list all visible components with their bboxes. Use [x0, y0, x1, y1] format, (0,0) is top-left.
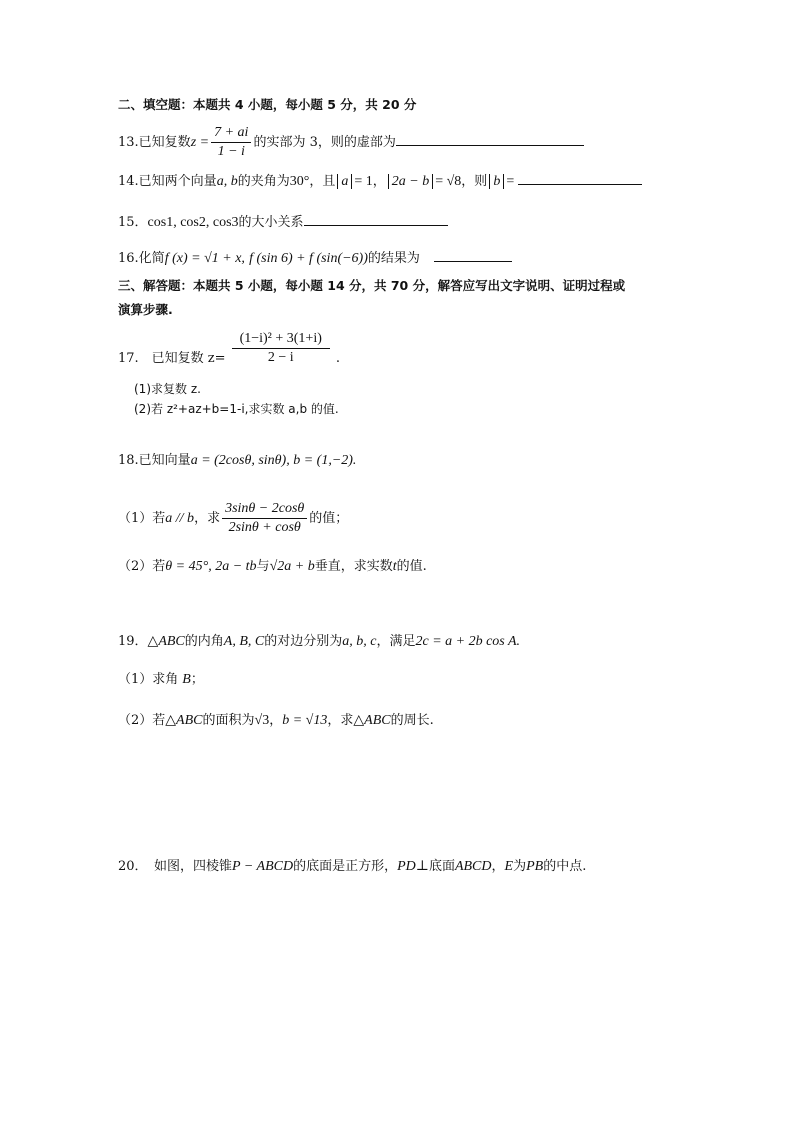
section-3-heading-line2: 演算步骤.	[118, 302, 173, 317]
q17-end: .	[335, 351, 341, 366]
q14-vectors: a, b	[216, 174, 238, 189]
q13-z: z =	[190, 135, 210, 150]
q13-fraction	[211, 124, 251, 161]
q14-sep: ，	[372, 174, 386, 189]
q19-p1-prefix: （1）求角	[118, 672, 179, 687]
q20-prefix: 20． 如图，四棱锥	[118, 859, 233, 874]
q15-answer-blank[interactable]	[304, 211, 448, 226]
question-17	[118, 330, 340, 367]
question-20	[118, 858, 586, 876]
section-3-heading-line1: 三、解答题：本题共 5 小题，每小题 14 分，共 70 分，解答应写出文字说明、证明过程或	[118, 278, 626, 293]
q18-p2-t: t	[392, 559, 397, 574]
q13-suffix2: 的虚部为	[343, 135, 396, 150]
q17-prefix: 17. 已知复数 z=	[118, 351, 226, 366]
question-16	[118, 247, 512, 268]
q20-sep: ，	[491, 859, 505, 874]
q19-angles: A, B, C	[223, 634, 265, 649]
q14-mid2: ，且	[309, 174, 336, 189]
q16-f-def: f (x) = √1 + x,	[164, 251, 245, 266]
q17-part-1: (1)求复数 z.	[134, 382, 201, 396]
section-2-heading: 二、填空题：本题共 4 小题，每小题 5 分，共 20 分	[118, 97, 417, 112]
q19-mid2: 的对边分别为	[264, 634, 343, 649]
q18-p2-mid2: 垂直，求实数	[314, 559, 393, 574]
q18-p2-expr: √2a + b	[269, 559, 315, 574]
question-18	[118, 452, 356, 470]
q19-mid: 的内角	[184, 634, 224, 649]
q20-e: E	[504, 859, 514, 874]
q19-p2-triangle2: △ABC	[353, 713, 391, 728]
q19-part-1	[118, 671, 204, 689]
q20-base: ABCD	[454, 859, 492, 874]
q13-suffix: 的实部为 3，则	[253, 135, 344, 150]
q16-answer-blank[interactable]	[434, 247, 512, 262]
q19-p1-var: B	[182, 672, 191, 687]
q17-denominator: 2 − i	[267, 350, 294, 365]
q17-fraction	[232, 330, 330, 367]
q19-sides: a, b, c	[342, 634, 377, 649]
q14-mid: 的夹角为	[237, 174, 290, 189]
q18-p2-prefix: （2）若	[118, 559, 166, 574]
q15-suffix: 的大小关系	[238, 215, 304, 230]
question-14	[118, 170, 642, 191]
q16-expr: f (sin 6) + f (sin(−6))	[249, 251, 368, 266]
q19-p2-mid2: ，求	[327, 713, 354, 728]
q14-angle: 30°	[289, 174, 310, 189]
q13-answer-blank[interactable]	[396, 131, 584, 146]
q18-p2-cond: θ = 45°, 2a − tb	[165, 559, 257, 574]
q18-p1-suffix: 的值；	[309, 511, 349, 526]
q18-p1-mid: ，求	[194, 511, 221, 526]
q19-p2-b: b = √13	[282, 713, 328, 728]
q19-p2-triangle: △ABC	[165, 713, 203, 728]
q18-p2-mid: 与	[256, 559, 270, 574]
q14-eq3: =	[506, 174, 515, 189]
q18-p1-numerator: 3sinθ − 2cosθ	[222, 500, 307, 519]
q14-mid3: ，则	[461, 174, 488, 189]
q18-p2-suffix: 的值.	[396, 559, 427, 574]
q18-p1-cond: a // b	[165, 511, 195, 526]
q19-p1-end: ；	[190, 672, 204, 687]
q13-denominator: 1 − i	[217, 144, 245, 159]
q14-abs-2a-b: 2a − b	[388, 174, 433, 189]
q13-numerator: 7 + ai	[211, 124, 251, 143]
q18-vectors: a = (2cosθ, sinθ), b = (1,−2).	[190, 453, 357, 468]
q16-prefix: 16.化简	[118, 251, 165, 266]
q15-expr: cos1, cos2, cos3	[147, 215, 239, 230]
q18-p1-denominator: 2sinθ + cosθ	[228, 520, 301, 535]
q19-p2-sep: ，	[269, 713, 283, 728]
q20-suffix: 的中点.	[543, 859, 587, 874]
q19-triangle: △ABC	[147, 634, 185, 649]
q14-abs-b: b	[489, 174, 504, 189]
q19-p2-prefix: （2）若	[118, 713, 166, 728]
question-15	[118, 211, 448, 232]
q20-mid2: 底面	[428, 859, 455, 874]
q14-eq1: = 1	[354, 174, 373, 189]
q14-answer-blank[interactable]	[518, 170, 642, 185]
q15-prefix: 15．	[118, 215, 148, 230]
q13-prefix: 13.已知复数	[118, 135, 191, 150]
q19-part-2	[118, 712, 434, 730]
question-13	[118, 124, 584, 161]
q19-mid3: ，满足	[376, 634, 416, 649]
question-19	[118, 633, 520, 651]
q17-part-2: (2)若 z²+az+b=1-i,求实数 a,b 的值.	[134, 402, 339, 416]
q20-mid3: 为	[513, 859, 527, 874]
q18-p1-fraction	[222, 500, 307, 537]
q20-pd: PD⊥	[397, 859, 429, 874]
q20-pb: PB	[526, 859, 544, 874]
q14-eq2: = √8	[435, 174, 462, 189]
q18-prefix: 18.已知向量	[118, 453, 191, 468]
q18-part-2	[118, 558, 427, 576]
q19-p2-mid: 的面积为	[202, 713, 255, 728]
q20-pyramid: P − ABCD	[232, 859, 294, 874]
q19-prefix: 19．	[118, 634, 148, 649]
q17-numerator: (1−i)² + 3(1+i)	[232, 330, 330, 349]
q19-condition: 2c = a + 2b cos A.	[415, 634, 521, 649]
q18-part-1	[118, 500, 348, 537]
q14-abs-a: a	[337, 174, 352, 189]
q18-p1-prefix: （1）若	[118, 511, 166, 526]
q20-mid: 的底面是正方形，	[293, 859, 398, 874]
q19-p2-suffix: 的周长.	[390, 713, 434, 728]
q14-prefix: 14.已知两个向量	[118, 174, 217, 189]
q19-p2-area: √3	[254, 713, 270, 728]
q16-suffix: 的结果为	[367, 251, 420, 266]
